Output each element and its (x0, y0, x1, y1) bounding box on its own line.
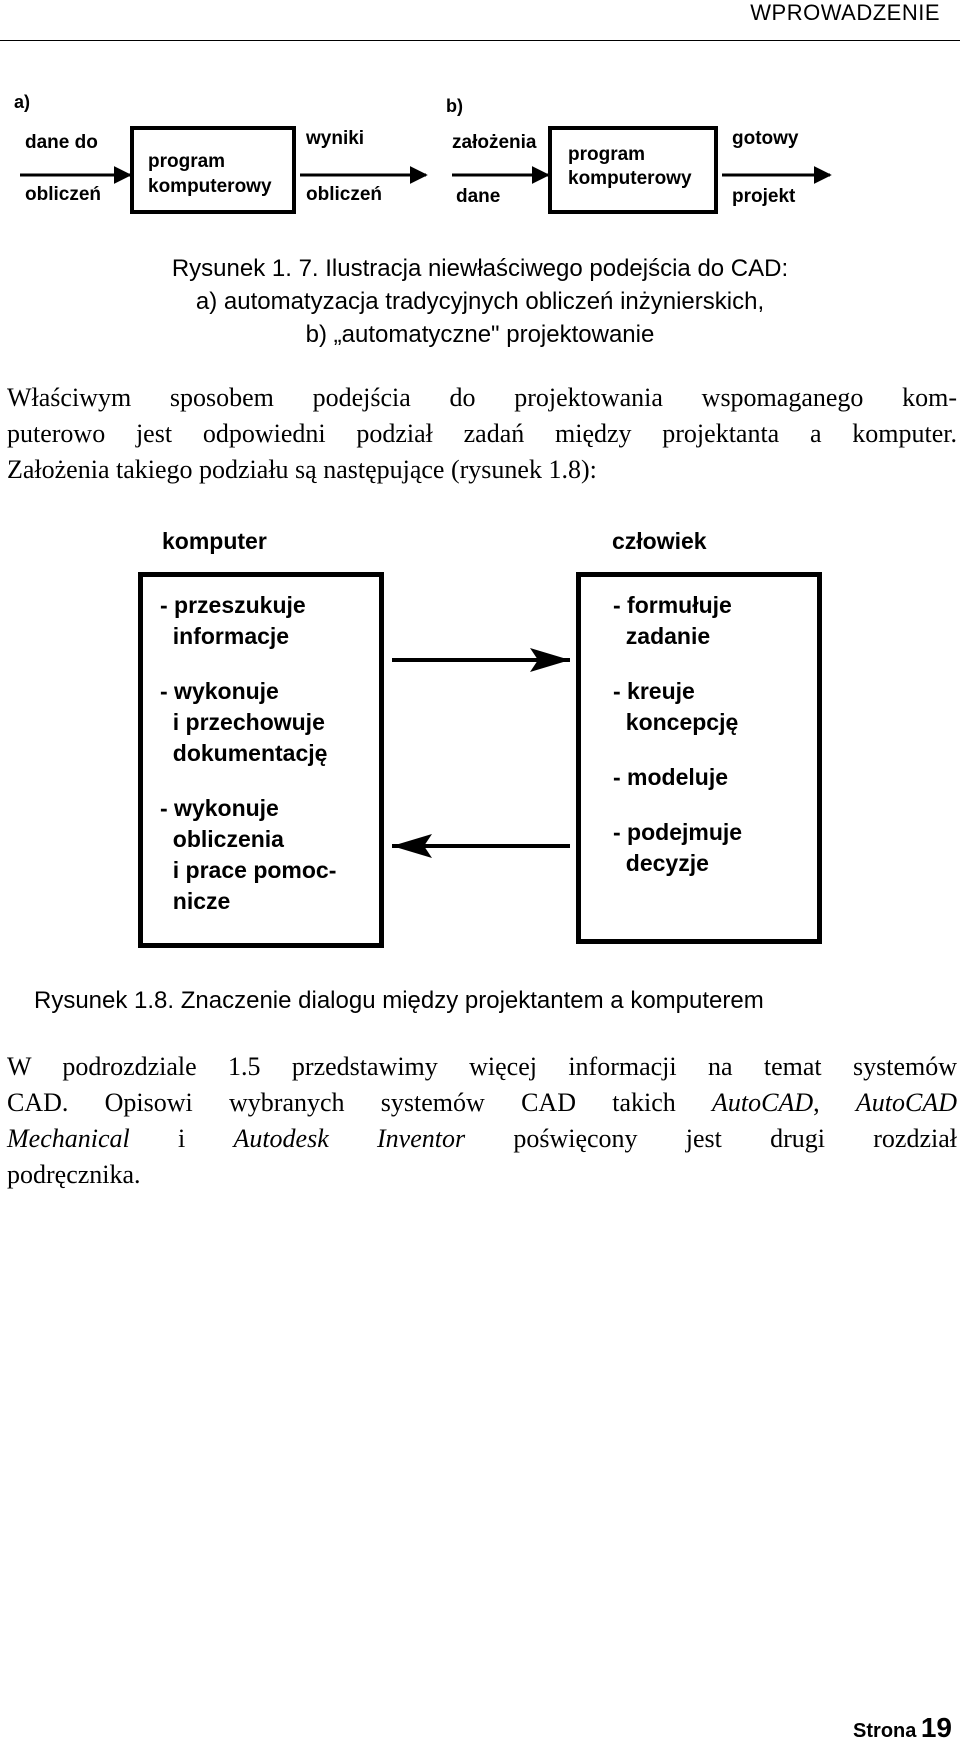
a-output-line-1: wyniki (306, 128, 365, 149)
computer-task-line: i przechowuje (160, 709, 325, 735)
computer-tasks (160, 590, 336, 917)
running-header: WPROWADZENIE (750, 0, 940, 25)
caption-1-line-1: Rysunek 1. 7. Ilustracja niewłaściwego podejścia do CAD: (171, 255, 789, 282)
page-number: 19 (920, 1712, 952, 1743)
b-output-line-2: projekt (732, 186, 796, 207)
paragraph-1 (7, 380, 957, 488)
computer-task-line: dokumentację (160, 740, 328, 766)
human-task-line: - podejmuje (613, 819, 743, 845)
human-task-line: zadanie (613, 623, 711, 649)
paragraph-2-line-4: podręcznika. (7, 1160, 141, 1189)
human-task-line: koncepcję (613, 709, 739, 735)
computer-task-line: - przeszukuje (160, 592, 306, 618)
paragraph-2-line-1: W podrozdziale 1.5 przedstawimy więcej informacji na temat systemów (7, 1052, 957, 1081)
a-box-line-2: komputerowy (148, 176, 272, 197)
human-tasks (613, 590, 742, 879)
paragraph-1-line-1: Właściwym sposobem podejścia do projektowania wspomaganego kom- (7, 383, 957, 412)
a-output-line-2: obliczeń (306, 184, 383, 205)
computer-task-line: i prace pomoc- (160, 857, 337, 883)
p2-text-b: , (813, 1088, 856, 1117)
figure-1-7-caption (0, 252, 960, 351)
a-input-line-2: obliczeń (25, 184, 102, 205)
p2-inventor: Autodesk Inventor (233, 1124, 466, 1153)
computer-task-line: - wykonuje (160, 678, 279, 704)
a-box-line-1: program (148, 151, 226, 172)
b-input-line-1: założenia (452, 132, 537, 153)
paragraph-2-line-2 (7, 1085, 957, 1121)
p2-mechanical: Mechanical (7, 1124, 130, 1153)
paragraph-1-line-2: puterowo jest odpowiedni podział zadań między projektanta a komputer. (7, 419, 957, 448)
computer-task-line: nicze (160, 888, 231, 914)
p2-autocad-2: AutoCAD (855, 1088, 958, 1117)
computer-task-line (160, 652, 336, 676)
figure-1-7 (0, 80, 960, 220)
caption-1-line-3: b) „automatyczne" projektowanie (305, 321, 655, 348)
computer-task-line (160, 769, 336, 793)
b-box-line-2: komputerowy (568, 168, 692, 189)
label-a: a) (14, 92, 31, 112)
human-task-line (613, 793, 742, 817)
footer-label: Strona (853, 1720, 917, 1742)
p2-text-a: CAD. Opisowi wybranych systemów CAD takich (7, 1088, 713, 1117)
computer-task-line: informacje (160, 623, 290, 649)
human-task-line: - formułuje (613, 592, 732, 618)
dialog-arrows (380, 640, 580, 860)
human-task-line: - modeluje (613, 764, 729, 790)
human-title: człowiek (612, 528, 707, 554)
human-task-line: decyzje (613, 850, 709, 876)
computer-title: komputer (162, 528, 267, 554)
paragraph-2 (7, 1049, 957, 1193)
human-task-line (613, 652, 742, 676)
human-task-line: - kreuje (613, 678, 695, 704)
b-input-line-2: dane (456, 186, 501, 207)
header-divider (0, 40, 960, 42)
figure-1-8-caption: Rysunek 1.8. Znaczenie dialogu między projektantem a komputerem (34, 987, 764, 1014)
human-task-line (613, 738, 742, 762)
p2-autocad-1: AutoCAD (712, 1088, 814, 1117)
computer-task-line: - wykonuje (160, 795, 279, 821)
paragraph-2-line-3 (7, 1121, 957, 1157)
a-input-line-1: dane do (25, 132, 98, 153)
b-output-line-1: gotowy (732, 128, 799, 149)
caption-1-line-2: a) automatyzacja tradycyjnych obliczeń inżynierskich, (195, 288, 765, 315)
b-box-line-1: program (568, 144, 646, 165)
p2-text-c: i (129, 1124, 234, 1153)
page-footer (853, 1712, 952, 1744)
p2-text-d: poświęcony jest drugi rozdział (465, 1124, 957, 1153)
computer-task-line: obliczenia (160, 826, 284, 852)
label-b: b) (446, 96, 463, 116)
paragraph-1-line-3: Założenia takiego podziału są następujące (rysunek 1.8): (7, 455, 597, 484)
